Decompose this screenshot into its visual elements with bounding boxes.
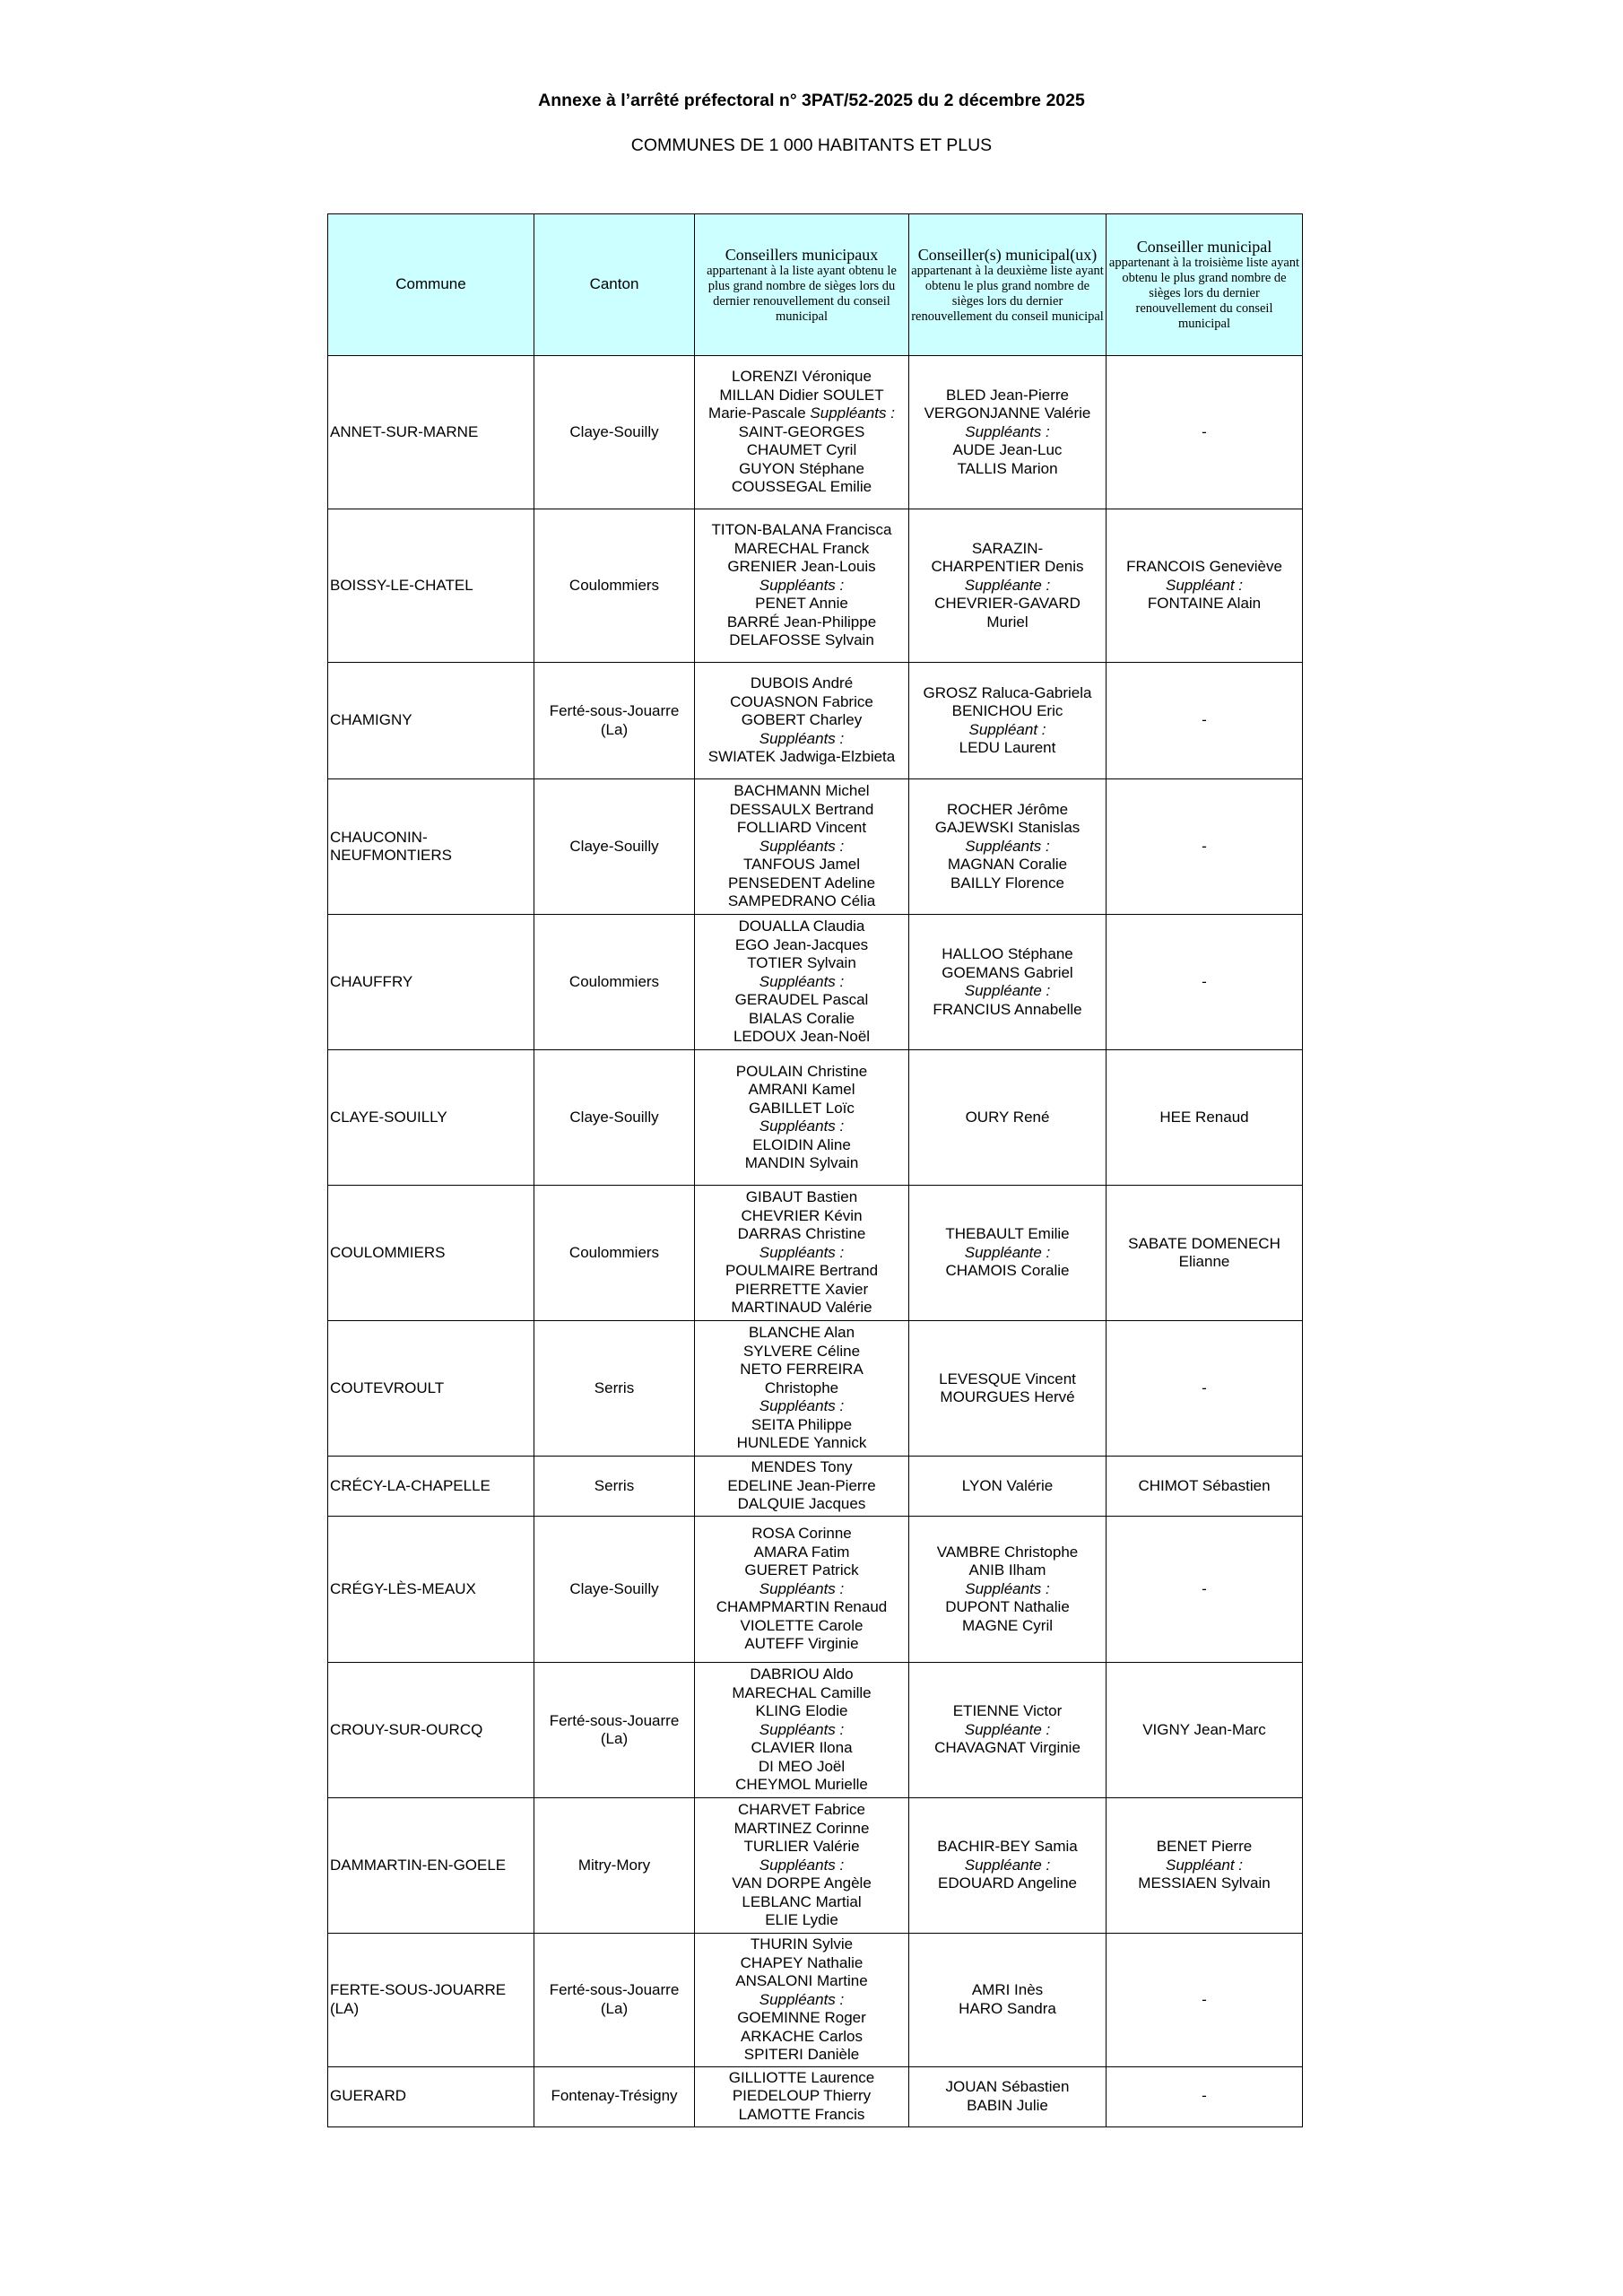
list2-cell	[909, 663, 1107, 779]
councillor-name: LEVESQUE Vincent	[939, 1370, 1076, 1387]
councillor-name: CHEYMOL Murielle	[735, 1776, 868, 1794]
list1-cell	[695, 1050, 909, 1186]
commune-cell	[328, 1663, 534, 1798]
councillor-name: GILLIOTTE Laurence	[728, 2068, 875, 2086]
councillor-name: DALQUIE Jacques	[737, 1495, 866, 1513]
councillor-name: DUPONT Nathalie	[945, 1598, 1070, 1616]
substitutes-label: Suppléante :	[964, 576, 1051, 594]
substitutes-label: Suppléants :	[759, 837, 845, 855]
councillor-name: -	[1202, 711, 1207, 729]
councillor-name: SWIATEK Jadwiga-Elzbieta	[707, 748, 896, 766]
canton-cell	[534, 1321, 695, 1457]
commune-cell	[328, 779, 534, 915]
list1-cell	[695, 1457, 909, 1517]
substitutes-label: Suppléante :	[964, 1856, 1051, 1874]
councillor-name: EGO Jean-Jacques	[734, 935, 869, 953]
councillor-name: HEE Renaud	[1159, 1108, 1249, 1126]
table-row	[328, 1321, 1303, 1457]
canton-cell-text: Fontenay-Trésigny	[551, 2087, 678, 2105]
commune-cell-text: CLAYE-SOUILLY	[330, 1108, 447, 1126]
list3-cell	[1107, 915, 1303, 1050]
canton-cell	[534, 1186, 695, 1321]
list3-cell	[1107, 1934, 1303, 2067]
page-subtitle: COMMUNES DE 1 000 HABITANTS ET PLUS	[630, 135, 993, 155]
councillor-name: COUSSEGAL Emilie	[731, 478, 872, 496]
list2-cell	[909, 1050, 1107, 1186]
councillor-name: FRANCOIS Geneviève	[1126, 558, 1282, 576]
canton-cell	[534, 779, 695, 915]
substitutes-label: Suppléants :	[759, 1990, 845, 2008]
councillor-name: TALLIS Marion	[957, 459, 1058, 477]
councillor-name: PIEDELOUP Thierry	[732, 2087, 872, 2105]
list2-cell	[909, 1457, 1107, 1517]
list2-cell	[909, 1186, 1107, 1321]
councillor-name: CHARPENTIER Denis	[931, 558, 1084, 576]
commune-cell-text: COULOMMIERS	[330, 1243, 446, 1261]
councillor-name: BAILLY Florence	[950, 874, 1064, 891]
list2-cell	[909, 779, 1107, 915]
commune-cell-text: CRÉCY-LA-CHAPELLE	[330, 1476, 490, 1494]
substitutes-label: Suppléants :	[965, 837, 1050, 855]
councillor-name: CLAVIER Ilona	[751, 1739, 853, 1757]
canton-cell-text: Claye-Souilly	[569, 422, 659, 440]
table-row	[328, 1934, 1303, 2067]
councillor-name: TURLIER Valérie	[743, 1838, 860, 1856]
councillor-name: ELOIDIN Aline	[752, 1135, 851, 1153]
councillor-name: PIERRETTE Xavier	[734, 1280, 869, 1298]
councillor-name: THEBAULT Emilie	[945, 1225, 1070, 1243]
councillor-name: DELAFOSSE Sylvain	[729, 631, 874, 649]
list3-cell	[1107, 1517, 1303, 1663]
canton-cell-text: Serris	[594, 1476, 635, 1494]
councillor-name: -	[1202, 2087, 1207, 2105]
councillor-name: NETO FERREIRA	[740, 1361, 864, 1378]
councillor-name: HUNLEDE Yannick	[736, 1434, 867, 1452]
commune-cell-text: BOISSY-LE-CHATEL	[330, 576, 473, 594]
councillor-name: DABRIOU Aldo	[750, 1665, 854, 1683]
table-row	[328, 1798, 1303, 1934]
commune-cell	[328, 1457, 534, 1517]
councillor-name: -	[1202, 1579, 1207, 1597]
councillor-name: GOEMINNE Roger	[737, 2009, 866, 2026]
substitutes-label: Suppléants :	[759, 1243, 845, 1261]
commune-cell	[328, 1321, 534, 1457]
substitutes-label: Suppléant :	[1165, 576, 1243, 594]
commune-cell-text: DAMMARTIN-EN-GOELE	[330, 1856, 507, 1874]
councillor-name: CHARVET Fabrice	[737, 1801, 866, 1819]
substitutes-label: Suppléant :	[1165, 1856, 1243, 1874]
councillor-name: GOEMANS Gabriel	[942, 963, 1073, 981]
table-row	[328, 1517, 1303, 1663]
canton-cell	[534, 915, 695, 1050]
councillor-name: SAINT-GEORGES	[738, 422, 865, 440]
councillor-name: THURIN Sylvie	[750, 1935, 854, 1952]
list3-cell	[1107, 1457, 1303, 1517]
substitutes-label: Suppléant :	[968, 720, 1046, 738]
table-row	[328, 663, 1303, 779]
canton-cell-text: Coulommiers	[568, 1243, 660, 1261]
councillor-name: BACHIR-BEY Samia	[937, 1838, 1078, 1856]
councillor-name: VERGONJANNE Valérie	[924, 404, 1091, 422]
list3-cell	[1107, 509, 1303, 663]
councillor-name: KLING Elodie	[755, 1702, 848, 1720]
councillor-name: AMARA Fatim	[753, 1543, 850, 1561]
councillor-name: -	[1202, 972, 1207, 990]
substitutes-label: Suppléants :	[759, 972, 845, 990]
councillor-name: EDOUARD Angeline	[938, 1874, 1077, 1892]
list3-cell	[1107, 1321, 1303, 1457]
list2-cell	[909, 356, 1107, 509]
list-line	[697, 404, 907, 423]
councillor-name: SYLVERE Céline	[742, 1342, 861, 1360]
councillor-name: BIALAS Coralie	[748, 1009, 855, 1027]
councillor-name: SARAZIN-	[971, 539, 1044, 557]
canton-cell	[534, 663, 695, 779]
substitutes-label: Suppléants :	[759, 1856, 845, 1874]
header-list1	[695, 214, 909, 356]
list3-cell	[1107, 1663, 1303, 1798]
header-list1-desc: appartenant à la liste ayant obtenu le plus grand nombre de sièges lors du dernier renouvellement du conseil municipal	[707, 263, 897, 324]
list1-cell	[695, 1934, 909, 2067]
list2-cell	[909, 1321, 1107, 1457]
councillor-name: -	[1202, 422, 1207, 440]
substitutes-label: Suppléants :	[965, 1579, 1050, 1597]
councillor-name: GROSZ Raluca-Gabriela	[923, 683, 1092, 701]
commune-cell	[328, 915, 534, 1050]
table-row	[328, 356, 1303, 509]
councillor-name: Muriel	[986, 613, 1028, 631]
councillor-name: LEBLANC Martial	[742, 1892, 862, 1910]
commune-cell	[328, 1517, 534, 1663]
list2-cell	[909, 1517, 1107, 1663]
councillor-name: -	[1202, 837, 1207, 855]
councillor-name: MAGNAN Coralie	[947, 856, 1068, 874]
canton-cell	[534, 1934, 695, 2067]
councillor-name: AMRANI Kamel	[748, 1081, 855, 1098]
councillor-name: CHAPEY Nathalie	[740, 1953, 864, 1971]
councillor-name: SEITA Philippe	[751, 1415, 853, 1433]
councillor-name: Marie-Pascale	[708, 404, 811, 422]
councillor-name: LYON Valérie	[961, 1476, 1054, 1494]
councillor-name: GABILLET Loïc	[749, 1099, 855, 1117]
councillor-name: CHIMOT Sébastien	[1138, 1476, 1271, 1494]
councillor-name: DARRAS Christine	[737, 1225, 866, 1243]
list1-cell	[695, 356, 909, 509]
list3-cell	[1107, 1798, 1303, 1934]
list2-cell	[909, 1934, 1107, 2067]
canton-cell	[534, 509, 695, 663]
councillor-name: CHAMOIS Coralie	[945, 1262, 1070, 1280]
list2-cell	[909, 1798, 1107, 1934]
councillor-name: DESSAULX Bertrand	[729, 800, 874, 818]
councillor-name: MENDES Tony	[751, 1458, 853, 1476]
header-list3-title: Conseiller municipal	[1136, 238, 1272, 256]
councillor-name: GUERET Patrick	[744, 1561, 859, 1579]
table-row	[328, 1186, 1303, 1321]
substitutes-label: Suppléants :	[759, 1579, 845, 1597]
commune-cell	[328, 1934, 534, 2067]
substitutes-label: Suppléante :	[964, 1243, 1051, 1261]
councillor-name: BLED Jean-Pierre	[945, 386, 1069, 404]
councillors-table	[327, 213, 1303, 2127]
councillor-name: CHAVAGNAT Virginie	[934, 1739, 1081, 1757]
councillor-name: OURY René	[965, 1108, 1050, 1126]
commune-cell	[328, 1050, 534, 1186]
councillor-name: GERAUDEL Pascal	[734, 991, 869, 1009]
councillor-name: BABIN Julie	[967, 2096, 1048, 2114]
councillor-name: ANIB Ilham	[968, 1561, 1046, 1579]
canton-cell-text: Ferté-sous-Jouarre (La)	[549, 702, 680, 738]
list3-cell	[1107, 1186, 1303, 1321]
councillor-name: TITON-BALANA Francisca	[711, 521, 892, 539]
canton-cell	[534, 356, 695, 509]
commune-cell-text: CRÉGY-LÈS-MEAUX	[330, 1579, 476, 1597]
list2-cell	[909, 2066, 1107, 2126]
list1-cell	[695, 509, 909, 663]
list2-cell	[909, 1663, 1107, 1798]
canton-cell	[534, 1798, 695, 1934]
councillor-name: TOTIER Sylvain	[747, 954, 856, 972]
canton-cell	[534, 1517, 695, 1663]
councillor-name: VAMBRE Christophe	[936, 1543, 1079, 1561]
councillor-name: HALLOO Stéphane	[942, 945, 1073, 962]
list1-cell	[695, 1186, 909, 1321]
councillor-name: MAGNE Cyril	[961, 1616, 1054, 1634]
councillor-name: SPITERI Danièle	[743, 2046, 860, 2063]
councillor-name: VIGNY Jean-Marc	[1142, 1720, 1266, 1738]
councillor-name: ETIENNE Victor	[952, 1702, 1063, 1720]
councillor-name: BACHMANN Michel	[733, 782, 870, 800]
list2-cell	[909, 509, 1107, 663]
canton-cell-text: Ferté-sous-Jouarre (La)	[549, 1711, 680, 1747]
councillor-name: BLANCHE Alan	[748, 1324, 855, 1342]
councillor-name: AUTEFF Virginie	[744, 1635, 859, 1653]
councillor-name: MARTINEZ Corinne	[733, 1819, 870, 1837]
councillor-name: MESSIAEN Sylvain	[1138, 1874, 1271, 1892]
commune-cell-text: FERTE-SOUS-JOUARRE (LA)	[330, 1981, 507, 2017]
councillor-name: LORENZI Véronique	[732, 368, 872, 386]
councillor-name: LEDOUX Jean-Noël	[733, 1028, 871, 1046]
councillor-name: GRENIER Jean-Louis	[727, 558, 876, 576]
commune-cell-text: CHAUCONIN-NEUFMONTIERS	[330, 828, 452, 864]
table-row	[328, 1050, 1303, 1186]
councillor-name: MARTINAUD Valérie	[731, 1299, 872, 1317]
councillor-name: ARKACHE Carlos	[740, 2027, 864, 2045]
councillor-name: GOBERT Charley	[741, 711, 863, 729]
table-row	[328, 915, 1303, 1050]
councillor-name: SABATE DOMENECH	[1128, 1234, 1280, 1252]
header-list3-desc: appartenant à la troisième liste ayant obtenu le plus grand nombre de sièges lors du dernier renouvellement du conseil municipal	[1108, 256, 1300, 331]
list2-cell	[909, 915, 1107, 1050]
table-row	[328, 1457, 1303, 1517]
list3-cell	[1107, 1050, 1303, 1186]
commune-cell-text: ANNET-SUR-MARNE	[330, 422, 479, 440]
councillor-name: AMRI Inès	[971, 1981, 1044, 1999]
list1-cell	[695, 779, 909, 915]
header-canton: Canton	[534, 214, 695, 356]
councillor-name: CHEVRIER Kévin	[741, 1206, 863, 1224]
canton-cell-text: Claye-Souilly	[569, 1579, 659, 1597]
councillor-name: LEDU Laurent	[959, 739, 1056, 756]
councillor-name: MARECHAL Camille	[732, 1683, 872, 1701]
councillor-name: ELIE Lydie	[765, 1911, 838, 1929]
councillor-name: -	[1202, 1378, 1207, 1396]
list3-cell	[1107, 2066, 1303, 2126]
canton-cell-text: Serris	[594, 1378, 635, 1396]
list1-cell	[695, 1321, 909, 1457]
list1-cell	[695, 1798, 909, 1934]
list1-cell	[695, 1517, 909, 1663]
table-header-row	[328, 214, 1303, 356]
councillor-name: Elianne	[1178, 1253, 1230, 1270]
councillor-name: FONTAINE Alain	[1147, 595, 1262, 613]
canton-cell	[534, 2066, 695, 2126]
commune-cell	[328, 1186, 534, 1321]
councillor-name: -	[1202, 1990, 1207, 2008]
header-list1-title: Conseillers municipaux	[725, 245, 879, 264]
canton-cell-text: Coulommiers	[568, 576, 660, 594]
councillor-name: DOUALLA Claudia	[738, 918, 865, 935]
councillor-name: JOUAN Sébastien	[945, 2078, 1070, 2095]
commune-cell-text: CROUY-SUR-OURCQ	[330, 1720, 483, 1738]
header-list2-title: Conseiller(s) municipal(ux)	[917, 245, 1098, 264]
councillor-name: CHAUMET Cyril	[746, 441, 857, 459]
councillor-name: CHAMPMARTIN Renaud	[716, 1598, 888, 1616]
canton-cell	[534, 1457, 695, 1517]
substitutes-label: Suppléants :	[759, 1720, 845, 1738]
substitutes-label: Suppléants :	[759, 729, 845, 747]
list1-cell	[695, 2066, 909, 2126]
canton-cell	[534, 1050, 695, 1186]
commune-cell	[328, 356, 534, 509]
list3-cell	[1107, 356, 1303, 509]
header-list2-desc: appartenant à la deuxième liste ayant obtenu le plus grand nombre de sièges lors du dernier renouvellement du conseil municipal	[911, 263, 1104, 324]
canton-cell-text: Mitry-Mory	[577, 1856, 651, 1874]
councillor-name: HARO Sandra	[959, 1999, 1056, 2017]
councillor-name: MILLAN Didier SOULET	[719, 386, 884, 404]
list1-cell	[695, 1663, 909, 1798]
councillor-name: TANFOUS Jamel	[742, 856, 861, 874]
canton-cell-text: Claye-Souilly	[569, 837, 659, 855]
list3-cell	[1107, 779, 1303, 915]
list3-cell	[1107, 663, 1303, 779]
commune-cell	[328, 663, 534, 779]
councillor-name: MANDIN Sylvain	[744, 1154, 859, 1171]
councillor-name: CHEVRIER-GAVARD	[934, 595, 1081, 613]
councillor-name: FRANCIUS Annabelle	[933, 1000, 1082, 1018]
header-list2	[909, 214, 1107, 356]
substitutes-label: Suppléants :	[810, 404, 895, 422]
table-row	[328, 2066, 1303, 2126]
councillor-name: AUDE Jean-Luc	[952, 441, 1063, 459]
substitutes-label: Suppléants :	[759, 576, 845, 594]
canton-cell-text: Claye-Souilly	[569, 1108, 659, 1126]
table-row	[328, 509, 1303, 663]
table-row	[328, 1663, 1303, 1798]
councillor-name: DUBOIS André	[750, 674, 854, 692]
councillor-name: GUYON Stéphane	[739, 459, 864, 477]
councillor-name: PENSEDENT Adeline	[727, 874, 876, 891]
table-row	[328, 779, 1303, 915]
councillor-name: DI MEO Joël	[758, 1757, 846, 1775]
substitutes-label: Suppléante :	[964, 1720, 1051, 1738]
councillor-name: FOLLIARD Vincent	[736, 819, 867, 837]
substitutes-label: Suppléants :	[759, 1397, 845, 1415]
councillor-name: COUASNON Fabrice	[730, 692, 873, 710]
list1-cell	[695, 915, 909, 1050]
councillor-name: MARECHAL Franck	[733, 539, 870, 557]
substitutes-label: Suppléante :	[964, 982, 1051, 999]
list1-cell	[695, 663, 909, 779]
page-title: Annexe à l’arrêté préfectoral n° 3PAT/52-2025 du 2 décembre 2025	[538, 91, 1085, 110]
councillor-name: SAMPEDRANO Célia	[727, 892, 876, 910]
canton-cell	[534, 1663, 695, 1798]
councillor-name: BENICHOU Eric	[951, 702, 1063, 719]
canton-cell-text: Coulommiers	[568, 972, 660, 990]
commune-cell-text: CHAUFFRY	[330, 972, 413, 990]
substitutes-label: Suppléants :	[759, 1118, 845, 1135]
header-commune: Commune	[328, 214, 534, 356]
commune-cell-text: GUERARD	[330, 2087, 407, 2105]
councillor-name: VAN DORPE Angèle	[732, 1874, 872, 1892]
commune-cell	[328, 1798, 534, 1934]
canton-cell-text: Ferté-sous-Jouarre (La)	[549, 1981, 680, 2017]
councillor-name: ROSA Corinne	[751, 1525, 852, 1543]
commune-cell	[328, 509, 534, 663]
councillor-name: Christophe	[764, 1378, 839, 1396]
councillor-name: MOURGUES Hervé	[940, 1388, 1075, 1405]
councillor-name: EDELINE Jean-Pierre	[727, 1476, 876, 1494]
councillor-name: POULMAIRE Bertrand	[725, 1262, 879, 1280]
header-list3	[1107, 214, 1303, 356]
councillor-name: GIBAUT Bastien	[745, 1188, 858, 1206]
councillor-name: GAJEWSKI Stanislas	[934, 819, 1081, 837]
commune-cell	[328, 2066, 534, 2126]
councillor-name: PENET Annie	[755, 595, 848, 613]
commune-cell-text: CHAMIGNY	[330, 711, 412, 729]
substitutes-label: Suppléants :	[965, 422, 1050, 440]
councillor-name: BENET Pierre	[1156, 1838, 1253, 1856]
councillor-name: ANSALONI Martine	[735, 1972, 868, 1989]
councillor-name: LAMOTTE Francis	[738, 2105, 865, 2123]
councillor-name: BARRÉ Jean-Philippe	[726, 613, 877, 631]
councillor-name: POULAIN Christine	[735, 1062, 868, 1080]
commune-cell-text: COUTEVROULT	[330, 1378, 445, 1396]
councillor-name: VIOLETTE Carole	[740, 1616, 864, 1634]
councillor-name: ROCHER Jérôme	[946, 800, 1069, 818]
